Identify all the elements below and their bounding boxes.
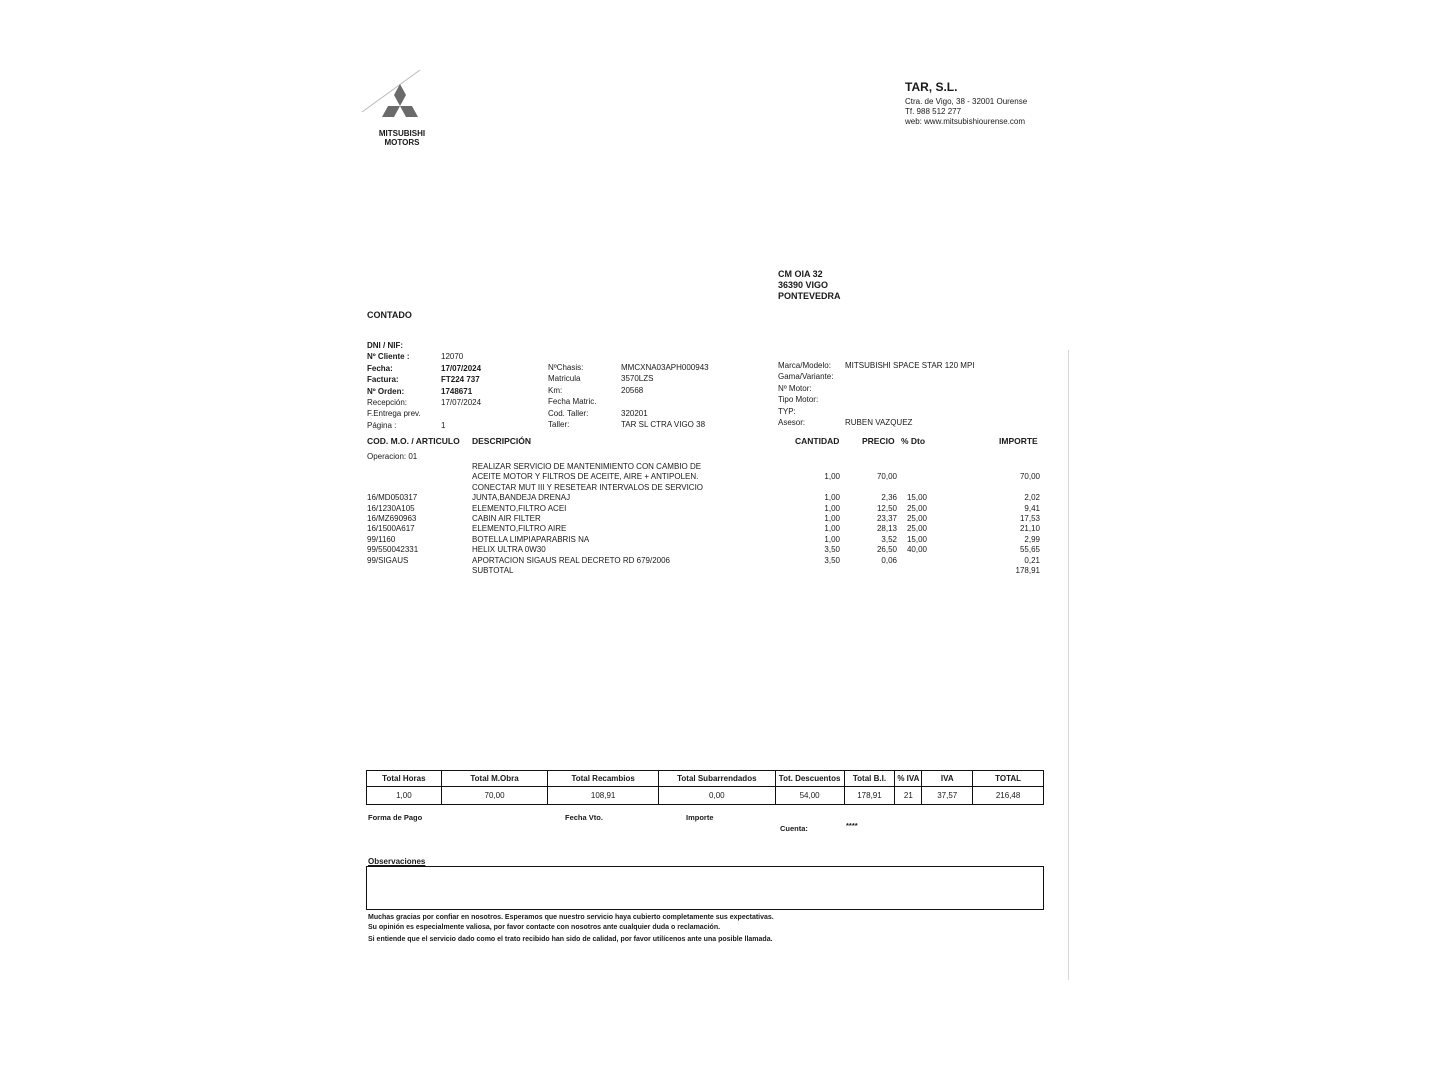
totals-header-row (367, 771, 1044, 787)
info-value (621, 396, 709, 407)
info-value: 12070 (441, 352, 464, 362)
header-desc: DESCRIPCIÓN (472, 436, 532, 446)
totals-value: 70,00 (441, 787, 548, 805)
line-amount: 0,21 (1024, 555, 1040, 565)
header-qty: CANTIDAD (795, 436, 840, 446)
totals-table (366, 770, 1044, 805)
line-amount: 2,99 (1024, 534, 1040, 544)
line-dto: 25,00 (906, 503, 927, 513)
company-phone: Tf. 988 512 277 (905, 107, 962, 116)
totals-header: % IVA (895, 771, 922, 787)
info-label: F.Entrega prev. (367, 409, 421, 419)
line-code: 99/SIGAUS (367, 555, 409, 565)
info-right-values (845, 360, 975, 428)
observations-box (366, 866, 1044, 910)
line-qty: 1,00 (824, 534, 840, 544)
info-label: Fecha Matric. (548, 397, 597, 407)
totals-header: Total Recambios (548, 771, 659, 787)
line-desc: ACEITE MOTOR Y FILTROS DE ACEITE, AIRE + ANTIPOLEN. (472, 472, 699, 482)
info-label: Nº Motor: (778, 383, 812, 393)
logo-line-2: MOTORS (384, 138, 420, 147)
info-value (845, 371, 975, 382)
line-price: 12,50 (876, 503, 897, 513)
line-qty: 3,50 (824, 545, 840, 555)
line-code: 16/MD050317 (367, 493, 418, 503)
line-desc: HELIX ULTRA 0W30 (472, 545, 546, 555)
line-desc: ELEMENTO,FILTRO AIRE (472, 524, 567, 534)
line-price: 3,52 (881, 534, 897, 544)
info-label: NºChasis: (548, 363, 584, 372)
company-web: web: www.mitsubishiourense.com (905, 117, 1026, 126)
line-qty: 1,00 (824, 472, 840, 482)
totals-value-row (367, 787, 1044, 805)
totals-value: 37,57 (922, 787, 973, 805)
table-row (367, 566, 1043, 576)
info-value: TAR SL CTRA VIGO 38 (621, 419, 706, 429)
table-row (367, 462, 1043, 472)
totals-value: 0,00 (658, 787, 775, 805)
totals-header: Tot. Descuentos (775, 771, 844, 787)
info-value: 17/07/2024 (441, 363, 482, 373)
line-dto: 25,00 (906, 513, 927, 523)
totals-value: 1,00 (367, 787, 442, 805)
line-desc: SUBTOTAL (472, 565, 514, 575)
forma-pago-label: Forma de Pago (368, 813, 423, 822)
table-row (367, 483, 1043, 493)
cuenta-value: **** (846, 821, 858, 830)
line-desc: CONECTAR MUT III Y RESETEAR INTERVALOS DE SERVICIO (472, 482, 704, 492)
info-mid-labels (548, 362, 596, 430)
totals-header: IVA (922, 771, 973, 787)
line-code: 16/1230A105 (367, 503, 415, 513)
info-label: Fecha: (367, 363, 393, 373)
info-label: Matricula (548, 374, 581, 384)
logo-text (377, 129, 427, 147)
table-row (367, 504, 1043, 514)
line-code: 99/550042331 (367, 545, 419, 555)
importe-label: Importe (686, 813, 714, 822)
line-price: 2,36 (881, 493, 897, 503)
line-desc: ELEMENTO,FILTRO ACEI (472, 503, 567, 513)
line-qty: 1,00 (824, 493, 840, 503)
info-label: Página : (367, 420, 397, 430)
line-amount: 178,91 (1015, 565, 1040, 575)
info-label: TYP: (778, 406, 796, 416)
header-code: COD. M.O. / ARTICULO (367, 436, 460, 446)
company-block (905, 80, 1027, 127)
line-qty: 1,00 (824, 513, 840, 523)
table-row (367, 556, 1043, 566)
observations-label: Observaciones (368, 857, 426, 866)
line-amount: 55,65 (1019, 545, 1040, 555)
table-row (367, 535, 1043, 545)
info-value: 1748671 (441, 386, 473, 396)
line-code: 99/1160 (367, 534, 396, 544)
line-qty: 1,00 (824, 524, 840, 534)
info-value: MMCXNA03APH000943 (621, 363, 709, 372)
line-desc: APORTACION SIGAUS REAL DECRETO RD 679/2006 (472, 555, 670, 565)
info-value (845, 383, 975, 394)
table-row (367, 514, 1043, 524)
line-dto: 15,00 (906, 493, 927, 503)
company-address: Ctra. de Vigo, 38 - 32001 Ourense (905, 97, 1028, 106)
totals-value: 21 (895, 787, 922, 805)
info-label: Recepción: (367, 397, 408, 407)
info-value: 1 (441, 420, 446, 430)
table-row (367, 472, 1043, 482)
invoice-lines (367, 462, 1043, 576)
line-price: 0,06 (881, 555, 897, 565)
info-label: Km: (548, 385, 563, 395)
line-dto: 15,00 (906, 534, 927, 544)
table-row (367, 545, 1043, 555)
line-amount: 17,53 (1019, 513, 1040, 523)
info-left-labels (367, 340, 421, 431)
info-value: FT224 737 (441, 375, 480, 385)
totals-header: Total B.I. (844, 771, 895, 787)
info-label: DNI / NIF: (367, 341, 403, 350)
header-amount: IMPORTE (999, 436, 1038, 446)
info-label: Factura: (367, 375, 399, 385)
info-label: Nº Cliente : (367, 352, 410, 362)
line-amount: 2,02 (1024, 493, 1040, 503)
totals-header: Total M.Obra (441, 771, 548, 787)
payment-type: CONTADO (367, 310, 412, 320)
info-value (845, 406, 975, 417)
info-label: Marca/Modelo: (778, 361, 831, 370)
info-value: 20568 (621, 385, 644, 395)
info-value: MITSUBISHI SPACE STAR 120 MPI (845, 361, 975, 370)
thanks-note (368, 913, 774, 945)
info-label: Taller: (548, 419, 570, 429)
customer-address (778, 269, 841, 302)
address-line-2: 36390 VIGO (778, 280, 829, 290)
totals-header: Total Subarrendados (658, 771, 775, 787)
line-dto: 40,00 (906, 545, 927, 555)
scan-edge (1068, 350, 1069, 980)
line-desc: JUNTA,BANDEJA DRENAJ (472, 493, 571, 503)
info-value (441, 340, 481, 351)
info-value (441, 408, 481, 419)
thanks-line-2: Su opinión es especialmente valiosa, por favor contacte con nosotros ante cualquier duda o reclamación. (368, 924, 721, 931)
info-left-values (441, 340, 481, 431)
totals-value: 216,48 (973, 787, 1044, 805)
line-desc: BOTELLA LIMPIAPARABRIS NA (472, 534, 590, 544)
line-amount: 70,00 (1019, 472, 1040, 482)
info-value: 17/07/2024 (441, 397, 482, 407)
company-name: TAR, S.L. (905, 80, 958, 94)
line-qty: 1,00 (824, 503, 840, 513)
totals-value: 178,91 (844, 787, 895, 805)
line-price: 23,37 (876, 513, 897, 523)
address-line-3: PONTEVEDRA (778, 291, 841, 301)
info-mid-values (621, 362, 709, 430)
line-qty: 3,50 (824, 555, 840, 565)
totals-header: Total Horas (367, 771, 442, 787)
line-desc: REALIZAR SERVICIO DE MANTENIMIENTO CON CAMBIO DE (472, 462, 702, 471)
operation-label: Operacion: 01 (367, 452, 418, 461)
totals-value: 54,00 (775, 787, 844, 805)
line-amount: 9,41 (1024, 503, 1040, 513)
line-code: 16/MZ690963 (367, 513, 417, 523)
fecha-vto-label: Fecha Vto. (565, 813, 603, 822)
info-label: Asesor: (778, 417, 806, 427)
line-price: 28,13 (876, 524, 897, 534)
line-desc: CABIN AIR FILTER (472, 513, 541, 523)
header-price: PRECIO (862, 436, 895, 446)
line-amount: 21,10 (1019, 524, 1040, 534)
logo-line-1: MITSUBISHI (378, 129, 426, 138)
table-row (367, 493, 1043, 503)
thanks-line-3: Si entiende que el servicio dado como el trato recibido han sido de calidad, por favor utilícenos ante una posible llamada. (368, 936, 773, 943)
line-code: 16/1500A617 (367, 524, 415, 534)
info-value: RUBEN VAZQUEZ (845, 417, 913, 427)
totals-header: TOTAL (973, 771, 1044, 787)
info-value: 320201 (621, 408, 648, 418)
address-line-1: CM OIA 32 (778, 269, 823, 279)
info-label: Gama/Variante: (778, 372, 834, 382)
info-label: Nº Orden: (367, 386, 405, 396)
info-label: Tipo Motor: (778, 395, 819, 405)
cuenta-label: Cuenta: (780, 824, 808, 833)
totals-value: 108,91 (548, 787, 659, 805)
line-price: 26,50 (876, 545, 897, 555)
line-price: 70,00 (876, 472, 897, 482)
info-label: Cod. Taller: (548, 408, 589, 418)
thanks-line-1: Muchas gracias por confiar en nosotros. Esperamos que nuestro servicio haya cubierto completamente sus expectativas. (368, 914, 774, 921)
line-dto: 25,00 (906, 524, 927, 534)
header-dto: % Dto (901, 436, 926, 446)
table-row (367, 524, 1043, 534)
info-value: 3570LZS (621, 374, 654, 384)
info-value (845, 394, 975, 405)
info-right-labels (778, 360, 833, 428)
